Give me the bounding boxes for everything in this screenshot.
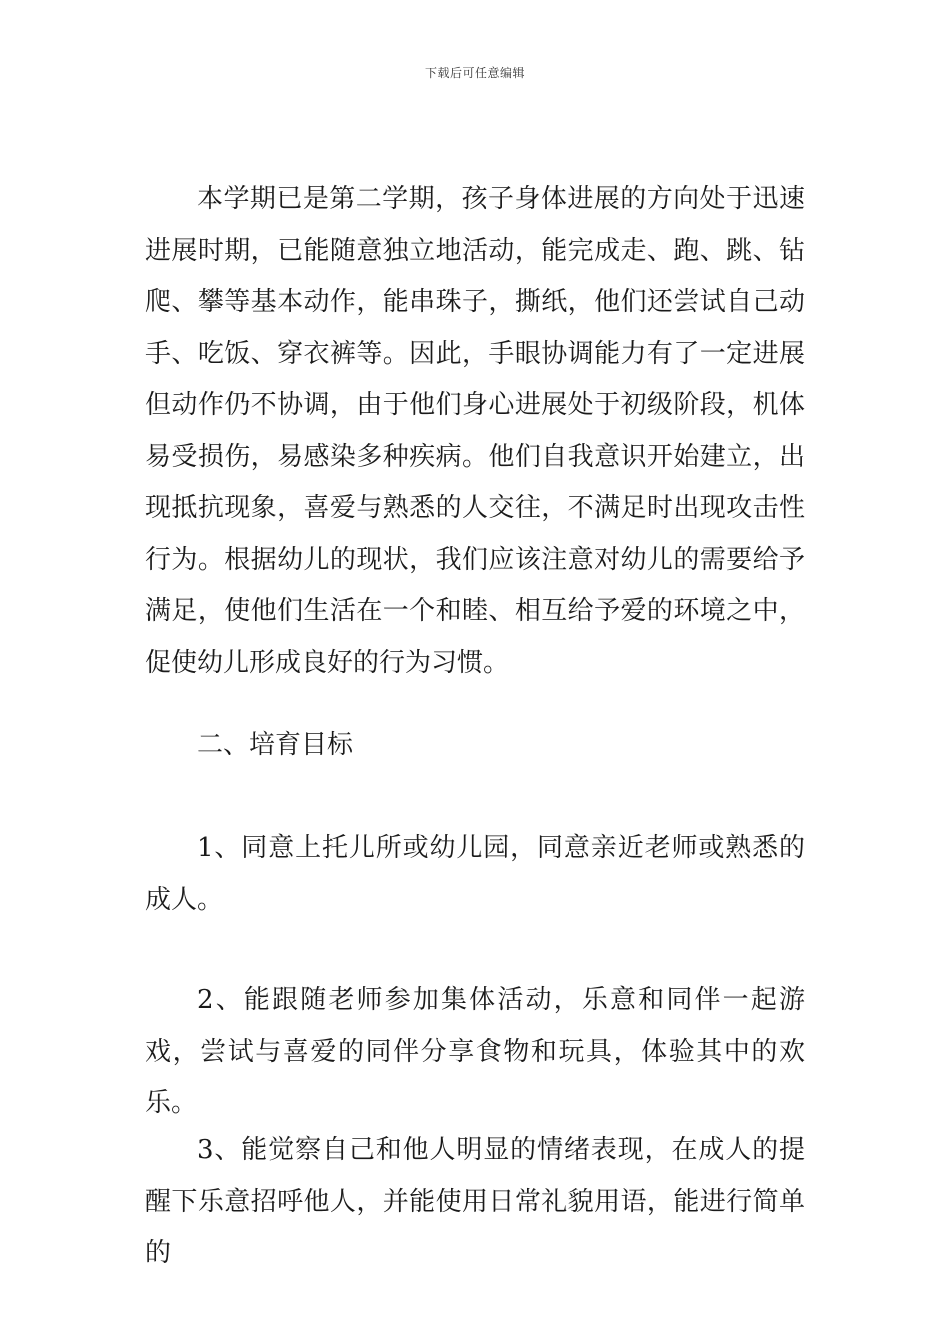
goal-item-text: 2、能跟随老师参加集体活动，乐意和同伴一起游戏，尝试与喜爱的同伴分享食物和玩具，体验其中的欢乐。 [145, 985, 805, 1118]
goal-item-1 [145, 823, 805, 926]
goal-item-3 [145, 1125, 805, 1280]
goal-item-2 [145, 975, 805, 1130]
section-heading-goals [145, 720, 805, 772]
goal-item-text: 3、能觉察自己和他人明显的情绪表现，在成人的提醒下乐意招呼他人，并能使用日常礼貌用语，能进行简单的 [145, 1135, 805, 1268]
section-heading-text: 二、培育目标 [197, 730, 354, 760]
page-header: 下载后可任意编辑 [424, 66, 525, 80]
goal-item-text: 1、同意上托儿所或幼儿园，同意亲近老师或熟悉的成人。 [145, 833, 805, 915]
paragraph-intro [145, 174, 805, 689]
paragraph-text: 本学期已是第二学期，孩子身体进展的方向处于迅速进展时期，已能随意独立地活动，能完成走、跑、跳、钻爬、攀等基本动作，能串珠子，撕纸，他们还尝试自己动手、吃饭、穿衣裤等。因此，手眼协调能力有了一定进展但动作仍不协调，由于他们身心进展处于初级阶段，机体易受损伤，易感染多种疾病。他们自我意识开始建立，出现抵抗现象，喜爱与熟悉的人交往，不满足时出现攻击性行为。根据幼儿的现状，我们应该注意对幼儿的需要给予满足，使他们生活在一个和睦、相互给予爱的环境之中，促使幼儿形成良好的行为习惯。 [145, 184, 805, 678]
